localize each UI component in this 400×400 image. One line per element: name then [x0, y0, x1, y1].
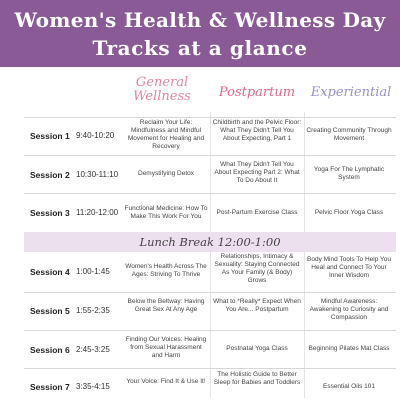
- experiential-cell: Pelvic Floor Yoga Class: [314, 209, 384, 216]
- column-header-experiential: Experiential: [310, 85, 392, 100]
- header-title-line2: Tracks at a glance: [92, 36, 308, 60]
- session-row: [0, 193, 400, 229]
- session-row: [0, 117, 400, 155]
- session-time: 1:55-2:35: [76, 306, 110, 315]
- postpartum-cell: What to *Really* Expect When You Are... Postpartum: [213, 298, 301, 313]
- session-label: Session 2: [30, 170, 70, 180]
- header-title-line1: Women's Health & Wellness Day: [14, 8, 386, 32]
- session-row: [0, 292, 400, 330]
- session-time: 10:30-11:10: [76, 170, 119, 179]
- column-header-postpartum: Postpartum: [218, 85, 296, 100]
- postpartum-cell: Postnatal Yoga Class: [226, 345, 288, 352]
- session-time: 2:45-3:25: [76, 345, 110, 354]
- general-wellness-cell: Women's Health Across The Ages: Striving To Thrive: [125, 263, 207, 278]
- postpartum-cell: Relationships, Intimacy & Sexuality: Staying Connected As Your Family (& Body) Grows: [214, 253, 300, 284]
- session-label: Session 7: [30, 382, 70, 392]
- general-wellness-cell: Reclaim Your Life: Mindfulness and Mindful Movement for Healing and Recovery: [127, 119, 205, 150]
- lunch-break-banner: Lunch Break 12:00-1:00: [24, 232, 396, 252]
- general-wellness-cell: Demystifying Detox: [138, 170, 194, 177]
- general-wellness-cell: Your Voice: Find It & Use It!: [126, 378, 206, 385]
- session-time: 3:35-4:15: [76, 382, 110, 391]
- session-label: Session 1: [30, 131, 70, 141]
- session-label: Session 5: [30, 306, 70, 316]
- postpartum-cell: Childbirth and the Pelvic Floor: What They Didn't Tell You About Expecting, Part 1: [212, 119, 302, 142]
- column-header-general-wellness: General Wellness: [133, 75, 191, 104]
- general-wellness-cell: Below the Beltway: Having Great Sex At Any Age: [127, 298, 205, 313]
- session-label: Session 6: [30, 345, 70, 355]
- session-row: [0, 155, 400, 193]
- session-label: Session 4: [30, 267, 70, 277]
- experiential-cell: Creating Community Through Movement: [306, 127, 392, 142]
- experiential-cell: Mindful Awareness: Awakening to Curiosity and Compassion: [309, 298, 389, 321]
- general-wellness-cell: Finding Our Voices: Healing from Sexual Harassment and Harm: [125, 336, 207, 359]
- experiential-cell: Essential Oils 101: [322, 383, 376, 390]
- general-wellness-cell: Functional Medicine: How To Make This Work For You: [124, 205, 208, 220]
- experiential-cell: Body Mind Tools To Help You Heal and Connect To Your Inner Wisdom: [307, 256, 391, 279]
- session-row: [0, 368, 400, 400]
- page-header: [0, 0, 400, 67]
- postpartum-cell: Post-Partum Exercise Class: [216, 209, 298, 216]
- session-time: 9:40-10:20: [76, 131, 115, 140]
- experiential-cell: Yoga For The Lymphatic System: [313, 166, 385, 181]
- session-time: 11:20-12:00: [76, 208, 119, 217]
- session-label: Session 3: [30, 208, 70, 218]
- session-time: 1:00-1:45: [76, 267, 110, 276]
- postpartum-cell: The Holistic Guide to Better Sleep for Babies and Toddlers: [213, 371, 301, 386]
- session-row: [0, 330, 400, 368]
- experiential-cell: Beginning Pilates Mat Class: [308, 345, 390, 352]
- postpartum-cell: What They Didn't Tell You About Expecting Part 2: What To Do About It: [214, 161, 300, 184]
- session-row: [0, 252, 400, 292]
